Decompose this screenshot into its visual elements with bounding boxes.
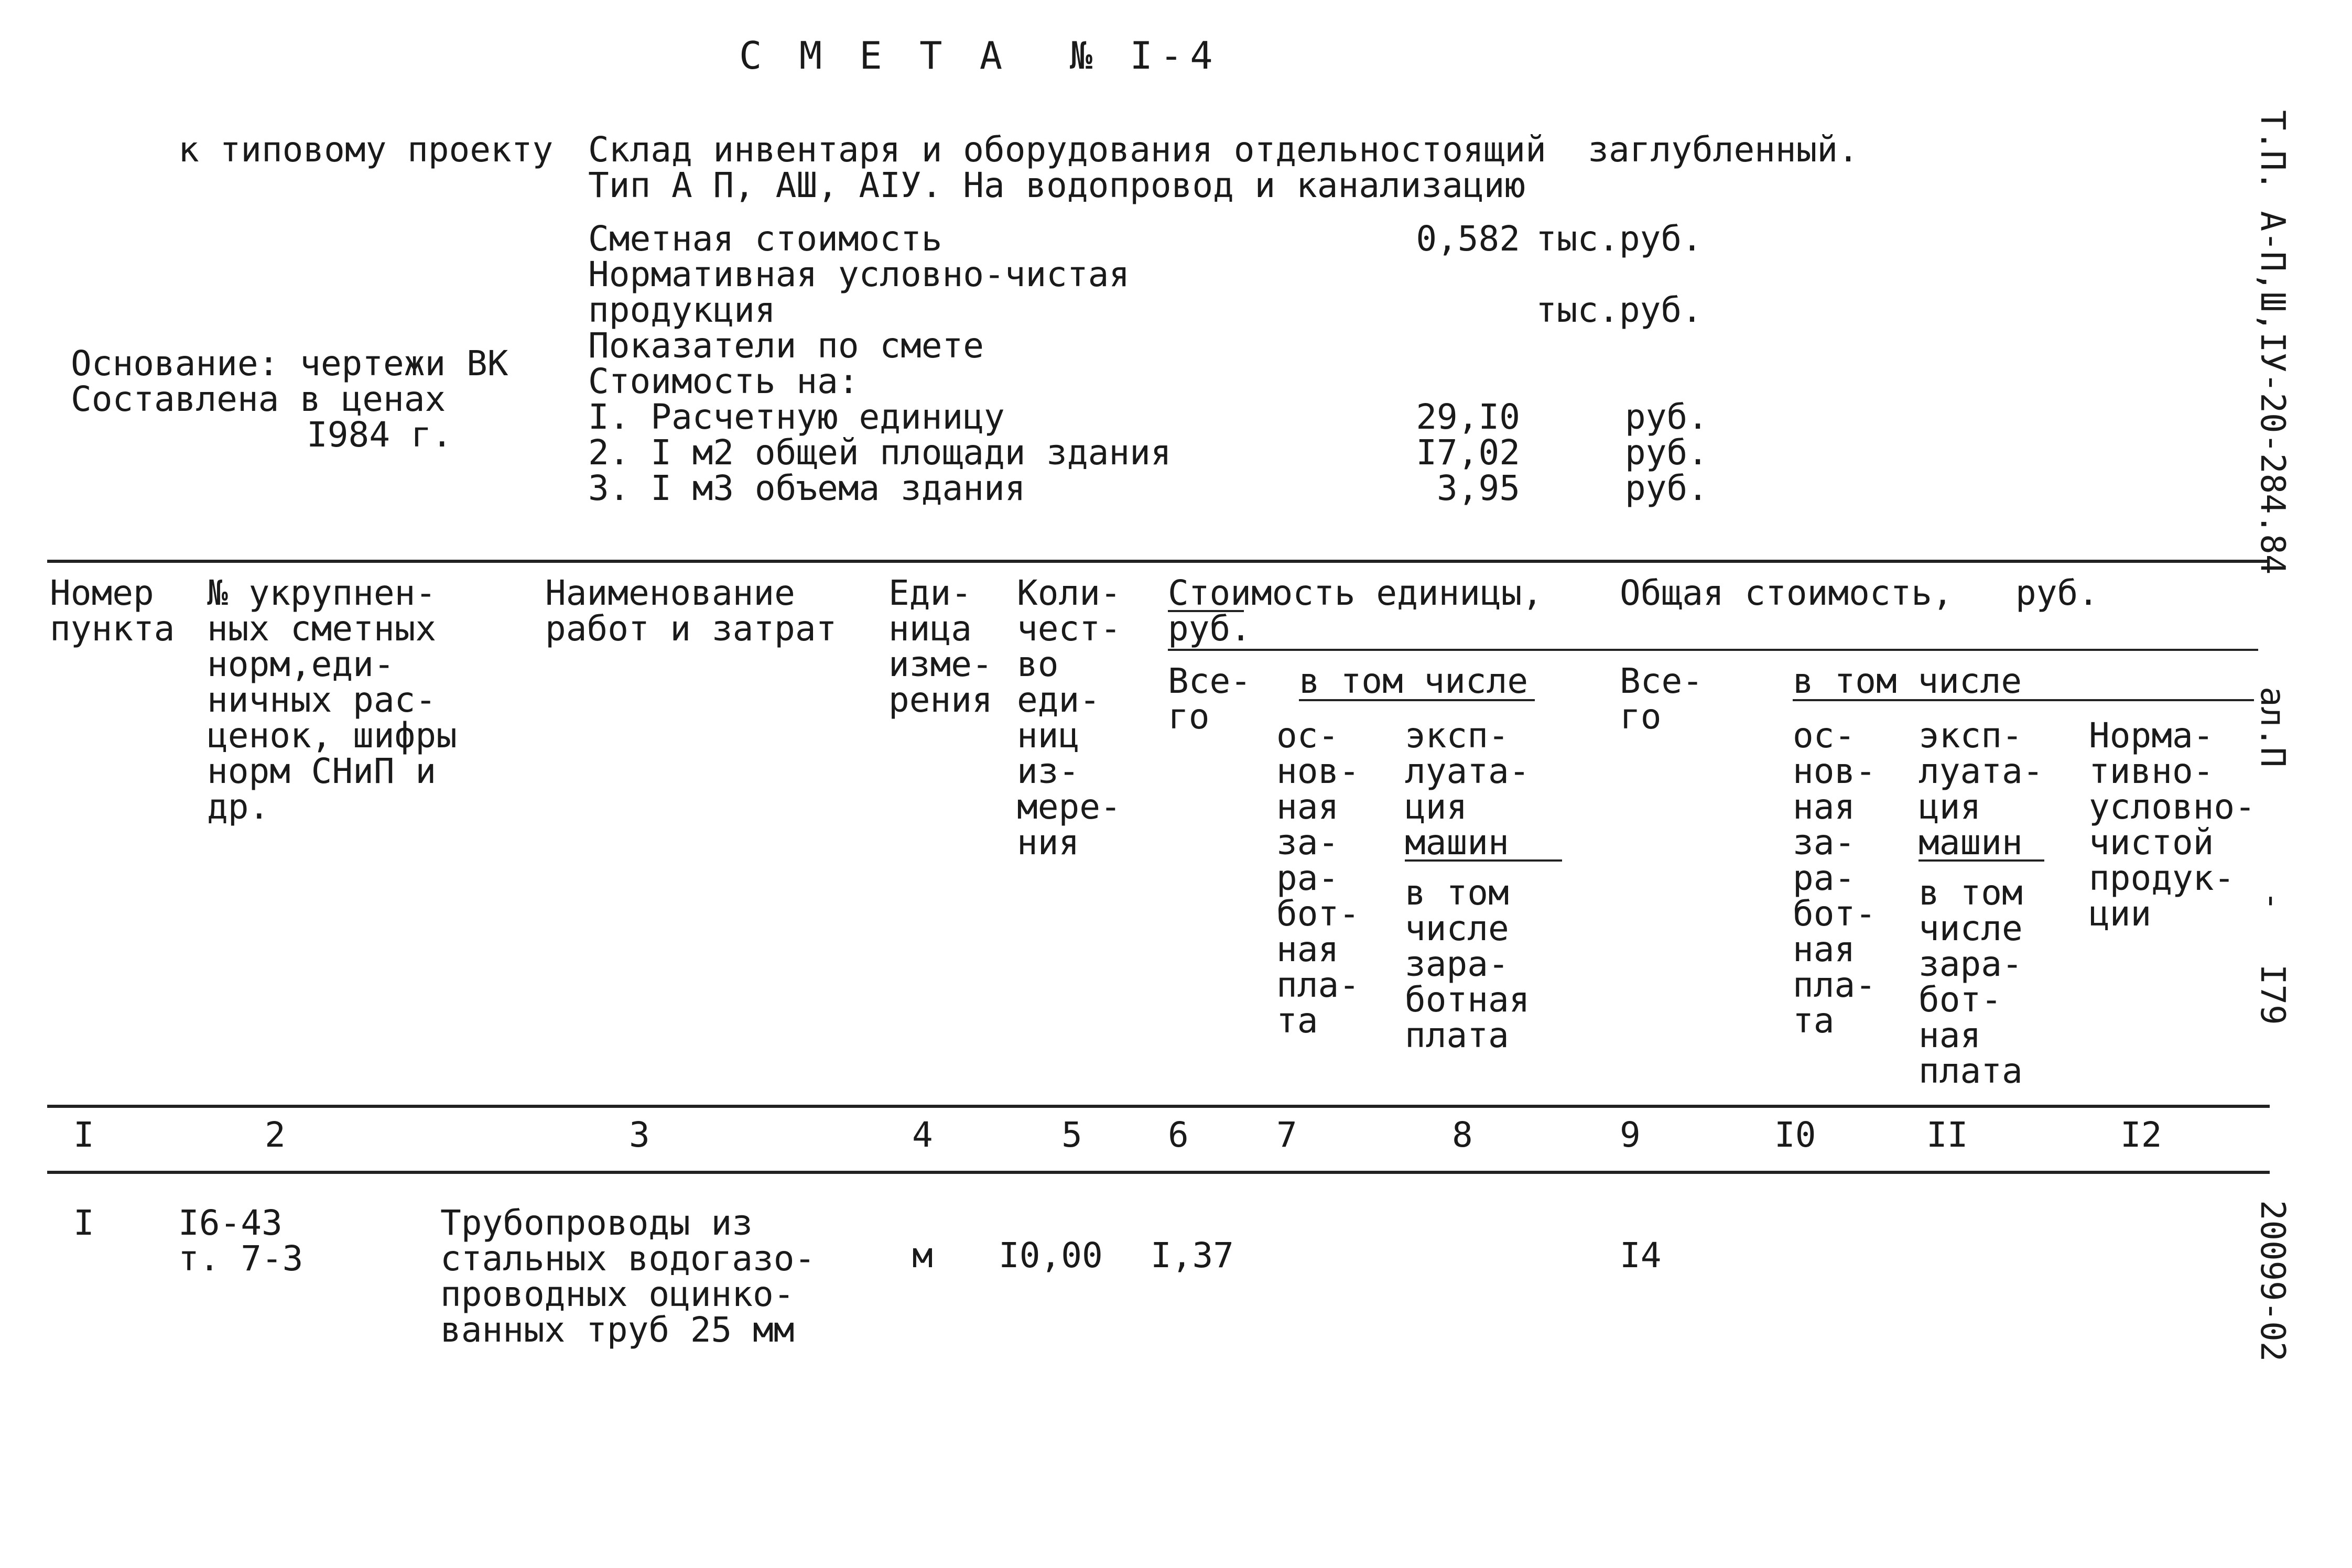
- header-norm-code: № укрупнен- ных сметных норм,еди- ничных рас- ценок, шифры норм СНиП и др.: [207, 573, 457, 827]
- total-incl-underline: [1793, 699, 2254, 701]
- unit-incl-underline: [1299, 699, 1535, 701]
- cost-value: 0,582: [1416, 219, 1520, 259]
- indicator-value-2: I7,02: [1416, 432, 1520, 473]
- row-work-name: Трубопроводы из стальных водогазо- проводных оцинко- ванных труб 25 мм: [440, 1203, 816, 1350]
- header-unit-incl: в том числе: [1299, 661, 1529, 701]
- project-prefix: к типовому проекту: [178, 129, 554, 170]
- column-number: 6: [1168, 1115, 1189, 1155]
- side-project-code: Т.П. А-П,Ш,IУ-20-284.84: [2253, 110, 2292, 575]
- side-page: I79: [2253, 964, 2292, 1025]
- indicator-unit-2: руб.: [1625, 432, 1708, 473]
- project-name-line1: Склад инвентаря и оборудования отдельностоящий заглубленный.: [588, 129, 1859, 170]
- column-number: I2: [2120, 1115, 2162, 1155]
- indicator-label-2: 2. I м2 общей площади здания: [588, 432, 1172, 473]
- indicator-value-3: 3,95: [1437, 468, 1520, 508]
- row-quantity: I0,00: [999, 1235, 1103, 1276]
- column-numbers-rule: [47, 1171, 2270, 1174]
- header-total-total: Все- го: [1620, 661, 1703, 737]
- column-number: 9: [1620, 1115, 1641, 1155]
- row-total: I4: [1620, 1235, 1662, 1276]
- norm-unit: тыс.руб.: [1536, 290, 1703, 330]
- prices-line2: I984 г.: [307, 415, 453, 455]
- column-number: 2: [265, 1115, 286, 1155]
- cost-on-label: Стоимость на:: [588, 361, 859, 401]
- indicator-value-1: 29,I0: [1416, 397, 1520, 437]
- header-unit-machines: эксп- луата- ция машин: [1405, 715, 1530, 863]
- header-total-incl: в том числе: [1793, 661, 2022, 701]
- header-norm-product: Норма- тивно- условно- чистой продук- ции: [2089, 715, 2256, 934]
- unit-cost-underline: [1168, 610, 1244, 612]
- indicator-label-1: I. Расчетную единицу: [588, 397, 1005, 437]
- header-item-number: Номер пункта: [50, 573, 175, 649]
- column-number: I0: [1774, 1115, 1816, 1155]
- prices-line1: Составлена в ценах: [71, 379, 446, 419]
- header-total-machines-wage: в том числе зара- бот- ная плата: [1919, 873, 2023, 1091]
- cost-group-rule: [1168, 649, 2258, 651]
- header-total-machines: эксп- луата- ция машин: [1919, 715, 2044, 863]
- basis-label: Основание: чертежи ВК: [71, 343, 508, 384]
- indicator-unit-1: руб.: [1625, 397, 1708, 437]
- column-number: 4: [912, 1115, 933, 1155]
- column-number: I: [73, 1115, 94, 1155]
- indicators-label: Показатели по смете: [588, 325, 984, 366]
- row-number: I: [73, 1203, 94, 1243]
- column-number: 3: [629, 1115, 650, 1155]
- header-total-cost: Общая стоимость, руб.: [1620, 573, 2099, 613]
- row-unit-total: I,37: [1151, 1235, 1234, 1276]
- row-norm-code: I6-43 т. 7-3: [178, 1203, 304, 1279]
- cost-unit: тыс.руб.: [1536, 219, 1703, 259]
- header-bottom-rule: [47, 1105, 2270, 1108]
- column-number: II: [1926, 1115, 1968, 1155]
- indicator-label-3: 3. I м3 объема здания: [588, 468, 1026, 508]
- unit-machines-underline: [1405, 859, 1562, 862]
- header-unit-cost: Стоимость единицы, руб.: [1168, 573, 1543, 649]
- header-total-wage: ос- нов- ная за- ра- бот- ная пла- та: [1793, 715, 1876, 1041]
- row-unit: м: [912, 1235, 933, 1276]
- table-top-rule: [47, 560, 2270, 563]
- side-document-number: 20099-02: [2253, 1200, 2292, 1362]
- indicator-unit-3: руб.: [1625, 468, 1708, 508]
- column-number: 5: [1061, 1115, 1082, 1155]
- header-unit-wage: ос- нов- ная за- ра- бот- ная пла- та: [1276, 715, 1360, 1041]
- norm-label-1: Нормативная условно-чистая: [588, 254, 1130, 295]
- column-number: 8: [1452, 1115, 1473, 1155]
- column-number: 7: [1276, 1115, 1297, 1155]
- cost-label: Сметная стоимость: [588, 219, 942, 259]
- total-machines-underline: [1919, 859, 2044, 862]
- header-quantity: Коли- чест- во еди- ниц из- мере- ния: [1017, 573, 1121, 863]
- side-album: ал.П: [2253, 687, 2292, 768]
- document-title: С М Е Т А № I-4: [739, 34, 1220, 78]
- header-unit-total: Все- го: [1168, 661, 1251, 737]
- side-dash: -: [2253, 891, 2292, 911]
- header-work-name: Наименование работ и затрат: [545, 573, 837, 649]
- header-unit: Еди- ница изме- рения: [888, 573, 993, 720]
- project-name-line2: Тип А П, АШ, АIУ. На водопровод и канализацию: [588, 165, 1526, 205]
- norm-label-2: продукция: [588, 290, 776, 330]
- header-unit-machines-wage: в том числе зара- ботная плата: [1405, 873, 1530, 1055]
